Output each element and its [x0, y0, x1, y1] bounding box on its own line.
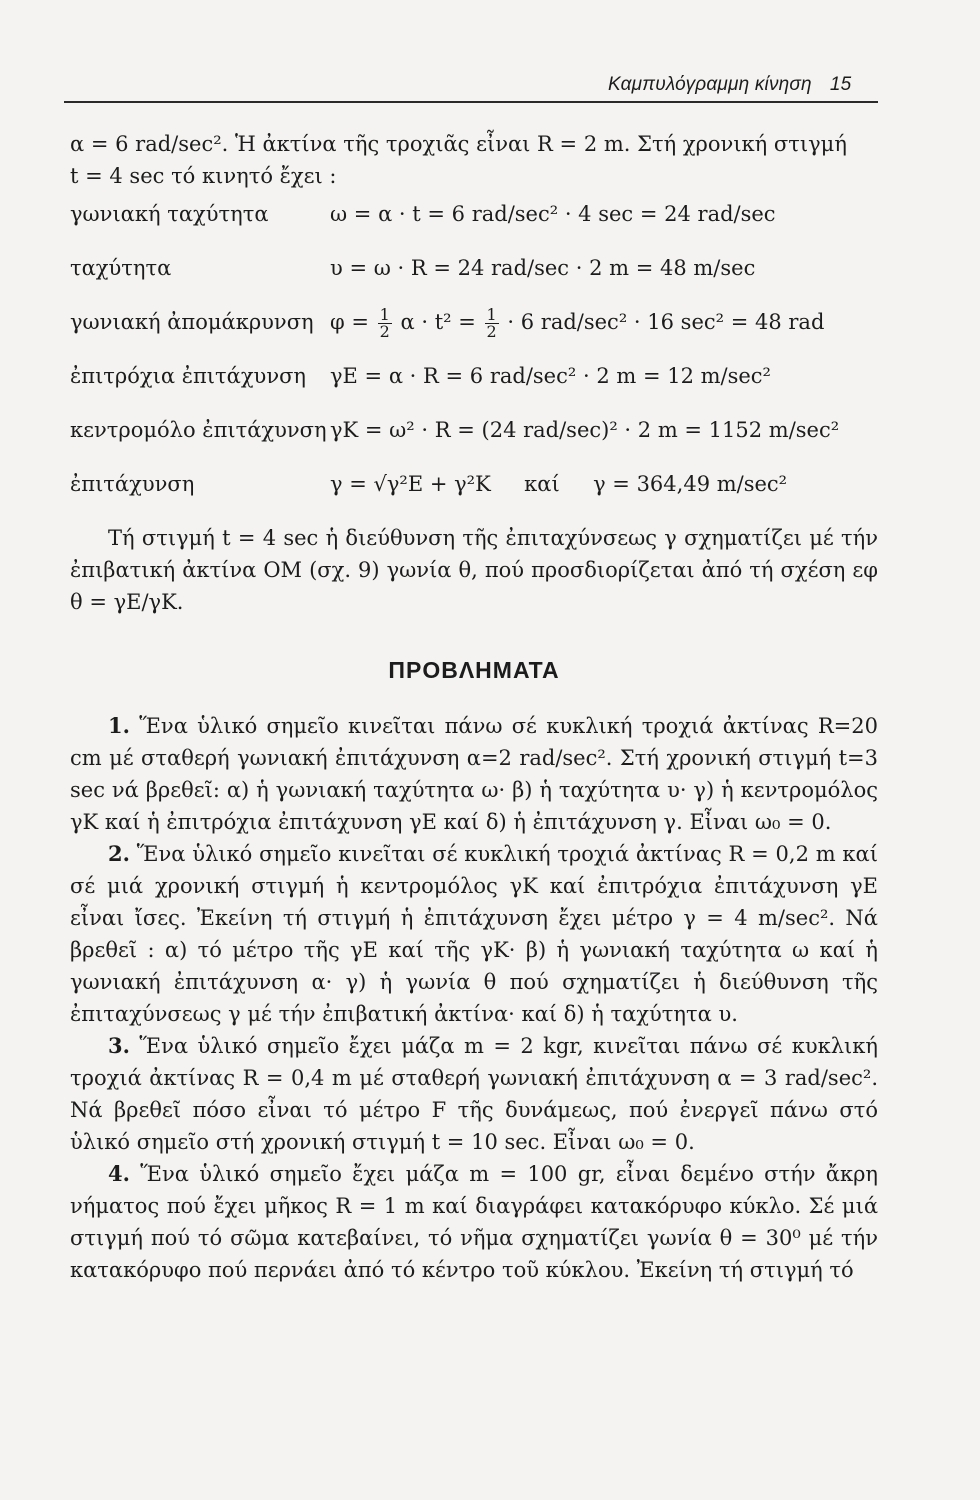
fraction-numerator: 1 [379, 305, 390, 324]
problem-4 [70, 1158, 878, 1286]
formula-tangential-acceleration [70, 360, 878, 414]
fraction-denominator: 2 [379, 322, 390, 341]
conclusion-paragraph: Τή στιγμή t = 4 sec ἡ διεύθυνση τῆς ἐπιταχύνσεως γ σχηματίζει μέ τήν ἐπιβατική ἀκτίνα ΟΜ (σχ. 9) γωνία θ, πού προσδιορίζεται ἀπό τή σχέση εφ θ = γΕ/γΚ. [70, 526, 878, 614]
intro-line-1: α = 6 rad/sec². Ἡ ἀκτίνα τῆς τροχιᾶς εἶναι R = 2 m. Στή χρονική στιγμή [70, 132, 847, 156]
problem-text: Ἕνα ὑλικό σημεῖο ἔχει μάζα m = 2 kgr, κινεῖται πάνω σέ κυκλική τροχιά ἀκτίνας R = 0,4 m μέ σταθερή γωνιακή ἐπιτάχυνση α = 3 rad/sec². Νά βρεθεῖ πόσο εἶναι τό μέτρο F τῆς δυνάμεως, πού ἐνεργεῖ πάνω στό ὑλικό σημεῖο στή χρονική στιγμή t = 10 sec. Εἶναι ω₀ = 0. [70, 1034, 878, 1154]
formula-label: γωνιακή ἀπομάκρυνση [70, 310, 314, 334]
formula-angular-displacement [70, 306, 878, 360]
fraction-half-2 [485, 307, 499, 340]
formula-part: φ = [330, 310, 376, 334]
formula-expr: υ = ω · R = 24 rad/sec · 2 m = 48 m/sec [330, 256, 756, 280]
formula-angular-velocity [70, 198, 878, 252]
formula-label: ἐπιτάχυνση [70, 472, 195, 496]
problem-1 [70, 710, 878, 838]
formula-expr [330, 306, 824, 340]
formula-velocity [70, 252, 878, 306]
problem-number: 1. [108, 713, 130, 738]
formula-label: ταχύτητα [70, 256, 172, 280]
intro-line-2: t = 4 sec τό κινητό ἔχει : [70, 164, 337, 188]
page-body [70, 128, 878, 1286]
section-title: ΠΡΟΒΛΗΜΑΤΑ [388, 657, 560, 683]
problem-2 [70, 838, 878, 1030]
problem-number: 2. [108, 841, 130, 866]
fraction-numerator: 1 [486, 305, 497, 324]
formula-expr: ω = α · t = 6 rad/sec² · 4 sec = 24 rad/sec [330, 202, 776, 226]
problem-text: Ἕνα ὑλικό σημεῖο κινεῖται πάνω σέ κυκλική τροχιά ἀκτίνας R=20 cm μέ σταθερή γωνιακή ἐπιτάχυνση α=2 rad/sec². Στή χρονική στιγμή t=3 sec νά βρεθεῖ: α) ἡ γωνιακή ταχύτητα ω· β) ἡ ταχύτητα υ· γ) ἡ κεντρομόλος γΚ καί ἡ ἐπιτρόχια ἐπιτάχυνση γΕ καί δ) ἡ ἐπιτάχυνση γ. Εἶναι ω₀ = 0. [70, 714, 878, 834]
formula-expr: γΚ = ω² · R = (24 rad/sec)² · 2 m = 1152 m/sec² [330, 418, 840, 442]
formula-centripetal-acceleration [70, 414, 878, 468]
formula-label: γωνιακή ταχύτητα [70, 202, 269, 226]
formula-total-acceleration [70, 468, 878, 522]
header-title: Καμπυλόγραμμη κίνηση [608, 74, 812, 95]
fraction-half [378, 307, 392, 340]
fraction-denominator: 2 [486, 322, 497, 341]
problem-number: 4. [108, 1161, 130, 1186]
formula-part: α · t² = [393, 310, 483, 334]
problem-number: 3. [108, 1033, 130, 1058]
formula-label: ἐπιτρόχια ἐπιτάχυνση [70, 364, 307, 388]
problem-text: Ἕνα ὑλικό σημεῖο κινεῖται σέ κυκλική τροχιά ἀκτίνας R = 0,2 m καί σέ μιά χρονική στιγμή ἡ κεντρομόλος γΚ καί ἐπιτρόχια ἐπιτάχυνση γΕ εἶναι ἴσες. Ἐκείνη τή στιγμή ἡ ἐπιτάχυνση ἔχει μέτρο γ = 4 m/sec². Νά βρεθεῖ : α) τό μέτρο τῆς γΕ καί τῆς γΚ· β) ἡ γωνιακή ταχύτητα ω καί ἡ γωνιακή ἐπιτάχυνση α· γ) ἡ γωνία θ πού σχηματίζει ἡ διεύθυνση τῆς ἐπιταχύνσεως γ μέ τήν ἐπιβατική ἀκτίνα· καί δ) ἡ ταχύτητα υ. [70, 842, 878, 1026]
formula-expr: γ = √γ²Ε + γ²Κ καί γ = 364,49 m/sec² [330, 472, 788, 496]
running-header [608, 74, 851, 96]
header-rule [64, 101, 878, 103]
page-number: 15 [829, 74, 852, 95]
problem-text: Ἕνα ὑλικό σημεῖο ἔχει μάζα m = 100 gr, εἶναι δεμένο στήν ἄκρη νήματος πού ἔχει μῆκος R = 1 m καί διαγράφει κατακόρυφο κύκλο. Σέ μιά στιγμή πού τό σῶμα κατεβαίνει, τό νῆμα σχηματίζει γωνία θ = 30⁰ μέ τήν κατακόρυφο πού περνάει ἀπό τό κέντρο τοῦ κύκλου. Ἐκείνη τή στιγμή τό [70, 1162, 878, 1282]
formula-part: · 6 rad/sec² · 16 sec² = 48 rad [500, 310, 825, 334]
formula-label: κεντρομόλο ἐπιτάχυνση [70, 418, 327, 442]
problem-3 [70, 1030, 878, 1158]
formula-expr: γΕ = α · R = 6 rad/sec² · 2 m = 12 m/sec² [330, 364, 771, 388]
